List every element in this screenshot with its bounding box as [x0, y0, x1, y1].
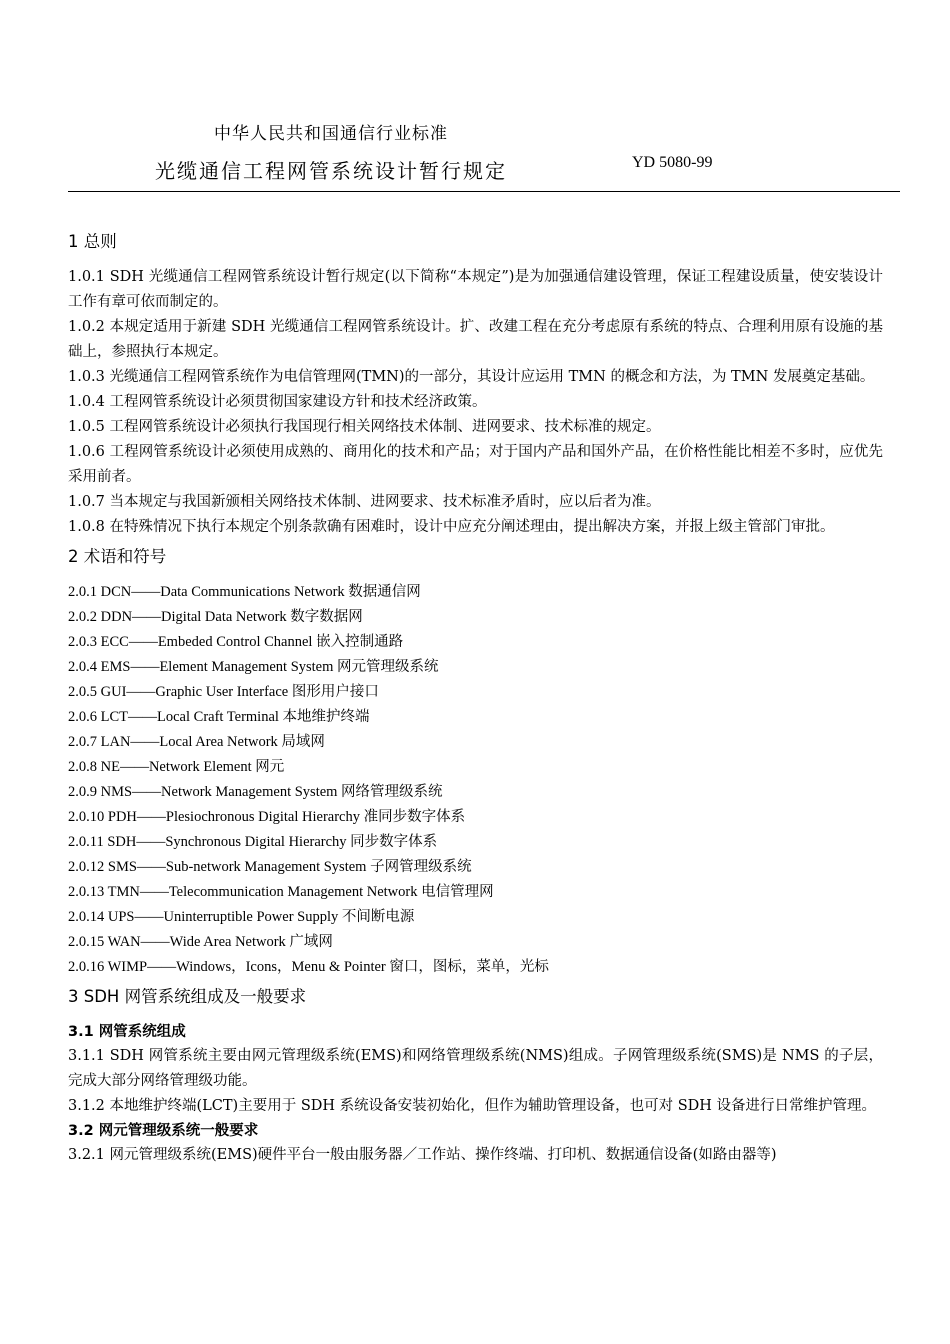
term-item: 2.0.16 WIMP——Windows，Icons，Menu & Pointer 窗口，图标，菜单，光标 [68, 959, 549, 975]
term-item: 2.0.6 LCT——Local Craft Terminal 本地维护终端 [68, 709, 370, 725]
term-item: 2.0.3 ECC——Embeded Control Channel 嵌入控制通路 [68, 634, 404, 650]
section-heading-3: 3 SDH 网管系统组成及一般要求 [68, 987, 307, 1006]
term-item: 2.0.5 GUI——Graphic User Interface 图形用户接口 [68, 684, 379, 700]
term-item: 2.0.9 NMS——Network Management System 网络管理级系统 [68, 784, 443, 800]
document-title: 光缆通信工程网管系统设计暂行规定 [155, 159, 507, 183]
term-item: 2.0.15 WAN——Wide Area Network 广域网 [68, 934, 333, 950]
term-item: 2.0.10 PDH——Plesiochronous Digital Hierarchy 准同步数字体系 [68, 809, 466, 825]
clause-1-0-5: 1.0.5 工程网管系统设计必须执行我国现行相关网络技术体制、进网要求、技术标准的规定。 [68, 419, 661, 435]
term-item: 2.0.8 NE——Network Element 网元 [68, 759, 285, 775]
document-body [68, 229, 883, 1168]
header-divider [68, 191, 900, 192]
subsection-heading-3-1: 3.1 网管系统组成 [68, 1024, 186, 1040]
section-heading-1: 1 总则 [68, 232, 117, 251]
clause-1-0-1: 1.0.1 SDH 光缆通信工程网管系统设计暂行规定(以下简称“本规定”)是为加强通信建设管理，保证工程建设质量，使安装设计工作有章可依而制定的。 [68, 269, 883, 310]
clause-1-0-6: 1.0.6 工程网管系统设计必须使用成熟的、商用化的技术和产品；对于国内产品和国外产品，在价格性能比相差不多时，应优先采用前者。 [68, 444, 883, 485]
clause-1-0-3: 1.0.3 光缆通信工程网管系统作为电信管理网(TMN)的一部分，其设计应运用 TMN 的概念和方法，为 TMN 发展奠定基础。 [68, 369, 875, 385]
subsection-heading-3-2: 3.2 网元管理级系统一般要求 [68, 1123, 259, 1139]
clause-3-2-1: 3.2.1 网元管理级系统(EMS)硬件平台一般由服务器／工作站、操作终端、打印机、数据通信设备(如路由器等) [68, 1147, 777, 1163]
term-item: 2.0.1 DCN——Data Communications Network 数据通信网 [68, 584, 421, 600]
term-item: 2.0.14 UPS——Uninterruptible Power Supply 不间断电源 [68, 909, 415, 925]
term-item: 2.0.4 EMS——Element Management System 网元管理级系统 [68, 659, 439, 675]
clause-3-1-2: 3.1.2 本地维护终端(LCT)主要用于 SDH 系统设备安装初始化，但作为辅助管理设备，也可对 SDH 设备进行日常维护管理。 [68, 1098, 877, 1114]
clause-1-0-2: 1.0.2 本规定适用于新建 SDH 光缆通信工程网管系统设计。扩、改建工程在充分考虑原有系统的特点、合理利用原有设施的基础上，参照执行本规定。 [68, 319, 883, 360]
term-item: 2.0.13 TMN——Telecommunication Management Network 电信管理网 [68, 884, 494, 900]
clause-1-0-8: 1.0.8 在特殊情况下执行本规定个别条款确有困难时，设计中应充分阐述理由，提出解决方案，并报上级主管部门审批。 [68, 519, 835, 535]
term-item: 2.0.12 SMS——Sub-network Management System 子网管理级系统 [68, 859, 472, 875]
clause-1-0-7: 1.0.7 当本规定与我国新颁相关网络技术体制、进网要求、技术标准矛盾时，应以后者为准。 [68, 494, 661, 510]
clause-1-0-4: 1.0.4 工程网管系统设计必须贯彻国家建设方针和技术经济政策。 [68, 394, 487, 410]
clause-3-1-1: 3.1.1 SDH 网管系统主要由网元管理级系统(EMS)和网络管理级系统(NMS)组成。子网管理级系统(SMS)是 NMS 的子层，完成大部分网络管理级功能。 [68, 1048, 883, 1089]
section-heading-2: 2 术语和符号 [68, 547, 167, 566]
standard-org-heading: 中华人民共和国通信行业标准 [214, 124, 448, 144]
term-item: 2.0.2 DDN——Digital Data Network 数字数据网 [68, 609, 363, 625]
standard-code: YD 5080-99 [632, 154, 713, 171]
term-item: 2.0.11 SDH——Synchronous Digital Hierarchy 同步数字体系 [68, 834, 438, 850]
term-item: 2.0.7 LAN——Local Area Network 局域网 [68, 734, 325, 750]
